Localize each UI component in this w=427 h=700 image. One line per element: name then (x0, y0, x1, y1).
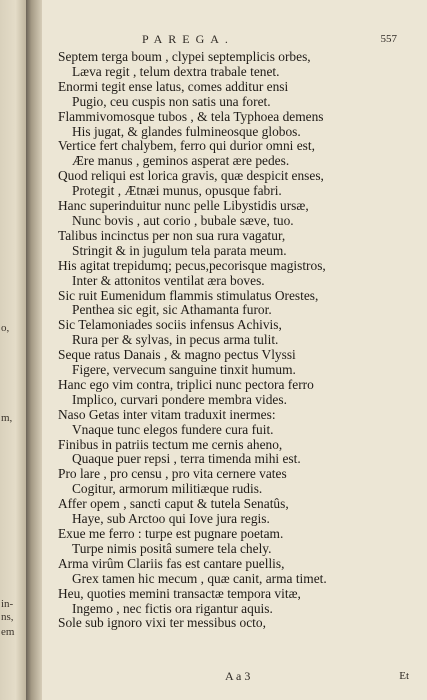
verse-line: Figere, vervecum sanguine tinxit humum. (72, 362, 296, 378)
catchword: Et (399, 670, 409, 682)
verse-line: Heu, quoties memini transactæ tempora vitæ, (58, 585, 301, 601)
verse-line: Protegit , Ætnæi munus, opusque fabri. (72, 183, 282, 199)
verse-line: Hanc ego vim contra, triplici nunc pectora ferro (58, 376, 314, 392)
verse-line: Cogitur, armorum militiæque rudis. (72, 481, 263, 497)
verse-line: Sole sub ignoro vixi ter messibus octo, (58, 615, 266, 631)
verse-line: Pugio, ceu cuspis non satis una foret. (72, 93, 271, 109)
verse-line: Sic ruit Eumenidum flammis stimulatus Orestes, (58, 287, 319, 303)
verse-line: Vnaque tunc elegos fundere cura fuit. (72, 421, 274, 437)
poem-text (58, 50, 398, 631)
page-number: 557 (380, 33, 397, 45)
verse-line: Arma virûm Clariis fas est cantare puellis, (58, 555, 285, 571)
verse-line: Nunc bovis , aut corio , bubale sæve, tuo. (72, 212, 294, 228)
verse-line: Quod reliqui est lorica gravis, quæ despicit enses, (58, 168, 324, 184)
verse-line: Penthea sic egit, sic Athamanta furor. (72, 302, 272, 318)
verse-line: Flammivomosque tubos , & tela Typhoea demens (58, 108, 324, 124)
verse-line: Sic Telamoniades sociis infensus Achivis, (58, 317, 282, 333)
prev-page-fragment: em (1, 626, 15, 638)
prev-page-fragment: o, (1, 322, 10, 334)
verse-line: Stringit & in jugulum tela parata meum. (72, 242, 287, 258)
verse-line: His agitat trepidumq; pecus,pecorisque magistros, (58, 257, 326, 273)
verse-line: Pro lare , pro censu , pro vita cernere vates (58, 466, 287, 482)
verse-line: Implico, curvari pondere membra vides. (72, 391, 287, 407)
verse-line: Affer opem , sancti caput & tutela Senatûs, (58, 496, 289, 512)
verse-line: Rura per & sylvas, in pecus arma tulit. (72, 332, 279, 348)
verse-line: Talibus incinctus per non sua rura vagatur, (58, 227, 286, 243)
verse-line: Inter & attonitos ventilat æra boves. (72, 272, 265, 288)
verse-line: Hanc superinduitur nunc pelle Libystidis ursæ, (58, 198, 309, 214)
previous-page-edge (0, 0, 26, 700)
verse-line: Vertice fert chalybem, ferro qui durior omni est, (58, 138, 315, 154)
verse-line: Enormi tegit ense latus, comes additur ensi (58, 78, 289, 94)
verse-line: Læva regit , telum dextra trabale tenet. (72, 63, 280, 79)
book-gutter (26, 0, 42, 700)
verse-line: Finibus in patriis tectum me cernis aheno, (58, 436, 283, 452)
signature-mark: A a 3 (225, 669, 251, 683)
verse-line: Grex tamen hic mecum , quæ canit, arma timet. (72, 570, 327, 586)
verse-line: Septem terga boum , clypei septemplicis orbes, (58, 49, 311, 64)
verse-line: Seque ratus Danais , & magno pectus Vlyssi (58, 347, 296, 363)
verse-line: Haye, sub Arctoo qui Iove jura regis. (72, 511, 270, 527)
verse-line: Naso Getas inter vitam traduxit inermes: (58, 406, 276, 422)
verse-line: His jugat, & glandes fulmineosque globos. (72, 123, 301, 139)
verse-line: Quaque puer repsi , terra timenda mihi est. (72, 451, 301, 467)
prev-page-fragment: m, (1, 412, 13, 424)
verse-line: Turpe nimis positâ sumere tela chely. (72, 540, 272, 556)
verse-line: Ære manus , geminos asperat ære pedes. (72, 153, 290, 169)
prev-page-fragment: ns, (1, 611, 14, 623)
prev-page-fragment: in- (1, 598, 14, 610)
verse-line: Ingemo , nec fictis ora rigantur aquis. (72, 600, 273, 616)
verse-line: Exue me ferro : turpe est pugnare poetam. (58, 526, 284, 541)
book-page (42, 0, 427, 700)
running-header: PAREGA. (142, 32, 234, 46)
